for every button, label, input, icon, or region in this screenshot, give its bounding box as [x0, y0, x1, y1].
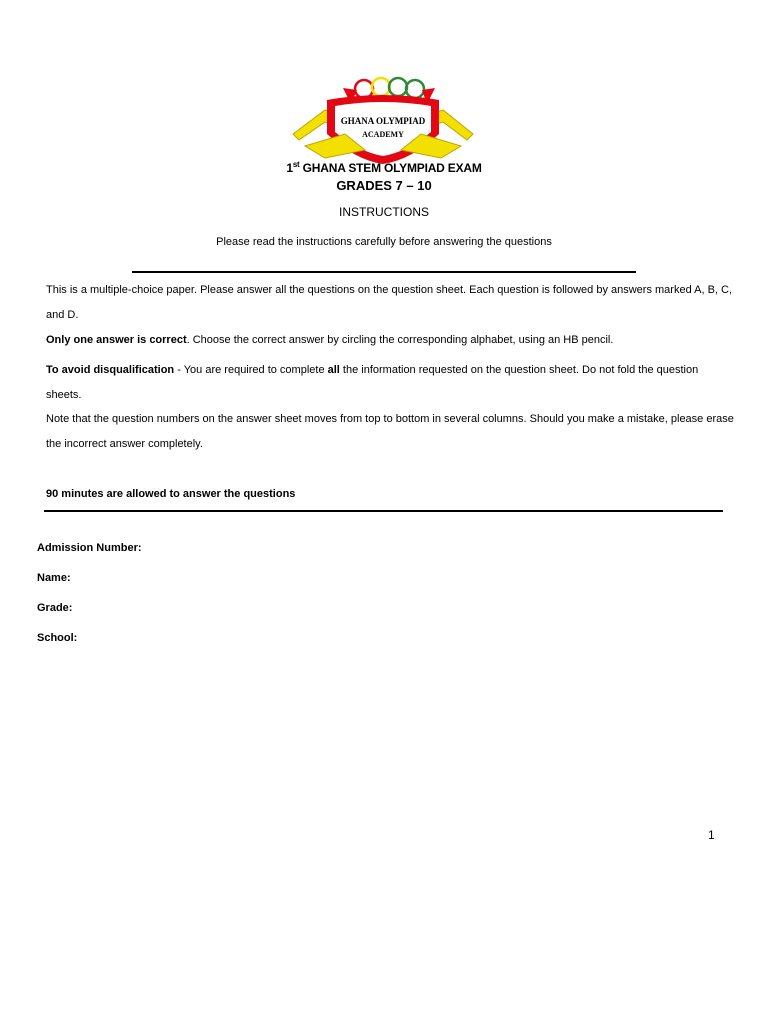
logo-text-line2: ACADEMY — [362, 130, 404, 139]
title-ordinal-suffix: st — [292, 160, 300, 169]
title-ordinal: 1 — [286, 161, 293, 175]
divider-top — [132, 271, 636, 273]
instructions-subheading: Please read the instructions carefully before answering the questions — [216, 236, 552, 248]
grade-label: Grade: — [37, 602, 73, 614]
grades-heading: GRADES 7 – 10 — [336, 178, 432, 193]
bold-only-one-correct: Only one answer is correct — [46, 334, 187, 346]
bold-disqualification: To avoid disqualification — [46, 364, 175, 376]
exam-title — [0, 160, 768, 175]
school-label: School: — [37, 632, 78, 644]
admission-number-label: Admission Number: — [37, 542, 142, 554]
logo-text-line1: GHANA OLYMPIAD — [340, 116, 426, 126]
instruction-disqualification: To avoid disqualification - You are required to complete all the information requested on the question sheet. Do not fold the question sheets. — [46, 364, 699, 401]
divider-bottom — [44, 510, 723, 512]
instruction-multiple-choice: This is a multiple-choice paper. Please answer all the questions on the question sheet. Each question is followed by answers marked A, B, C, and D. Only one answer is correct. Choose the correct answer by circling the corresponding alphabet, using an HB pencil. — [46, 284, 733, 346]
page-number: 1 — [708, 828, 715, 842]
instruction-question-order: Note that the question numbers on the answer sheet moves from top to bottom in several columns. Should you make a mistake, please erase the incorrect answer completely. — [46, 413, 734, 450]
title-text: GHANA STEM OLYMPIAD EXAM — [299, 161, 482, 175]
name-label: Name: — [37, 572, 71, 584]
ghana-olympiad-academy-logo — [285, 76, 480, 164]
bold-all: all — [327, 364, 340, 376]
instructions-heading: INSTRUCTIONS — [339, 205, 429, 219]
instruction-time-allowed: 90 minutes are allowed to answer the questions — [46, 488, 296, 500]
